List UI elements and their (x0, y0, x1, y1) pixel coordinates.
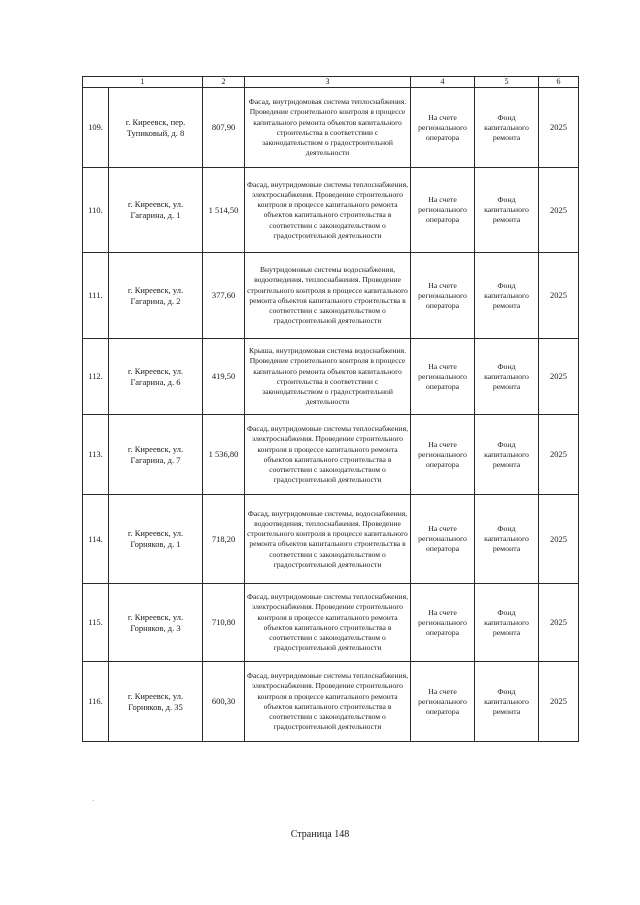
row-address: г. Киреевск, ул. Горняков, д. 3 (109, 584, 203, 662)
row-funding-source: На счете регионального оператора (411, 584, 475, 662)
row-fund: Фонд капитального ремонта (475, 415, 539, 495)
table-row (83, 168, 579, 253)
row-work-description: Фасад, внутридомовые системы теплоснабжения, электроснабжения. Проведение строительного контроля в процессе капитального ремонта объектов капитального строительства в соответствии с законодательством о градостроительной деятельности (245, 168, 411, 253)
row-year: 2025 (539, 584, 579, 662)
row-year: 2025 (539, 168, 579, 253)
table-row (83, 584, 579, 662)
row-address: г. Киреевск, ул. Гагарина, д. 2 (109, 253, 203, 339)
row-fund: Фонд капитального ремонта (475, 88, 539, 168)
row-fund: Фонд капитального ремонта (475, 495, 539, 584)
row-area: 710,80 (203, 584, 245, 662)
row-number: 112. (83, 339, 109, 415)
row-work-description: Фасад, внутридомовая система теплоснабжения. Проведение строительного контроля в процессе капитального ремонта объектов капитального строительства в соответствии с законодательством о градостроительной деятельности (245, 88, 411, 168)
row-funding-source: На счете регионального оператора (411, 253, 475, 339)
table-header (83, 77, 579, 88)
row-address: г. Киреевск, ул. Гагарина, д. 1 (109, 168, 203, 253)
row-area: 1 514,50 (203, 168, 245, 253)
header-col-4: 4 (411, 77, 475, 88)
repair-program-table (82, 76, 579, 742)
row-fund: Фонд капитального ремонта (475, 339, 539, 415)
row-funding-source: На счете регионального оператора (411, 88, 475, 168)
row-area: 718,20 (203, 495, 245, 584)
row-work-description: Фасад, внутридомовые системы теплоснабжения, электроснабжения. Проведение строительного контроля в процессе капитального ремонта объектов капитального строительства в соответствии с законодательством о градостроительной деятельности (245, 584, 411, 662)
row-fund: Фонд капитального ремонта (475, 168, 539, 253)
row-work-description: Фасад, внутридомовые системы, водоснабжения, водоотведения, теплоснабжения. Проведение строительного контроля в процессе капитального ремонта объектов капитального строительства в соответствии с законодательством о градостроительной деятельности (245, 495, 411, 584)
row-number: 114. (83, 495, 109, 584)
row-address: г. Киреевск, пер. Тупиковый, д. 8 (109, 88, 203, 168)
scan-speck: · (92, 797, 95, 805)
row-area: 419,50 (203, 339, 245, 415)
row-funding-source: На счете регионального оператора (411, 415, 475, 495)
header-col-6: 6 (539, 77, 579, 88)
row-work-description: Фасад, внутридомовые системы теплоснабжения, электроснабжения. Проведение строительного контроля в процессе капитального ремонта объектов капитального строительства в соответствии с законодательством о градостроительной деятельности (245, 662, 411, 742)
row-work-description: Крыша, внутридомовая система водоснабжения. Проведение строительного контроля в процессе капитального ремонта объектов капитального строительства в соответствии с законодательством о градостроительной деятельности (245, 339, 411, 415)
row-fund: Фонд капитального ремонта (475, 584, 539, 662)
row-year: 2025 (539, 339, 579, 415)
row-area: 600,30 (203, 662, 245, 742)
row-area: 1 536,80 (203, 415, 245, 495)
row-number: 113. (83, 415, 109, 495)
header-row (83, 77, 579, 88)
row-address: г. Киреевск, ул. Гагарина, д. 7 (109, 415, 203, 495)
row-number: 109. (83, 88, 109, 168)
row-fund: Фонд капитального ремонта (475, 662, 539, 742)
row-number: 115. (83, 584, 109, 662)
header-col-5: 5 (475, 77, 539, 88)
row-work-description: Внутридомовые системы водоснабжения, водоотведения, теплоснабжения. Проведение строительного контроля в процессе капитального ремонта объектов капитального строительства в соответствии с законодательством о градостроительной деятельности (245, 253, 411, 339)
row-year: 2025 (539, 495, 579, 584)
row-funding-source: На счете регионального оператора (411, 662, 475, 742)
table-row (83, 495, 579, 584)
row-funding-source: На счете регионального оператора (411, 495, 475, 584)
row-year: 2025 (539, 88, 579, 168)
row-address: г. Киреевск, ул. Гагарина, д. 6 (109, 339, 203, 415)
row-address: г. Киреевск, ул. Горняков, д. 1 (109, 495, 203, 584)
table-row (83, 415, 579, 495)
row-funding-source: На счете регионального оператора (411, 339, 475, 415)
table-row (83, 662, 579, 742)
row-year: 2025 (539, 253, 579, 339)
header-col-2: 2 (203, 77, 245, 88)
row-fund: Фонд капитального ремонта (475, 253, 539, 339)
row-area: 807,90 (203, 88, 245, 168)
row-year: 2025 (539, 662, 579, 742)
table-body (83, 88, 579, 742)
row-area: 377,60 (203, 253, 245, 339)
table-row (83, 88, 579, 168)
page-number: Страница 148 (290, 829, 350, 840)
row-funding-source: На счете регионального оператора (411, 168, 475, 253)
header-col-1: 1 (83, 77, 203, 88)
table-row (83, 339, 579, 415)
row-work-description: Фасад, внутридомовые системы теплоснабжения, электроснабжения. Проведение строительного контроля в процессе капитального ремонта объектов капитального строительства в соответствии с законодательством о градостроительной деятельности (245, 415, 411, 495)
row-number: 111. (83, 253, 109, 339)
header-col-3: 3 (245, 77, 411, 88)
row-number: 110. (83, 168, 109, 253)
row-address: г. Киреевск, ул. Горняков, д. 35 (109, 662, 203, 742)
row-number: 116. (83, 662, 109, 742)
table-row (83, 253, 579, 339)
row-year: 2025 (539, 415, 579, 495)
